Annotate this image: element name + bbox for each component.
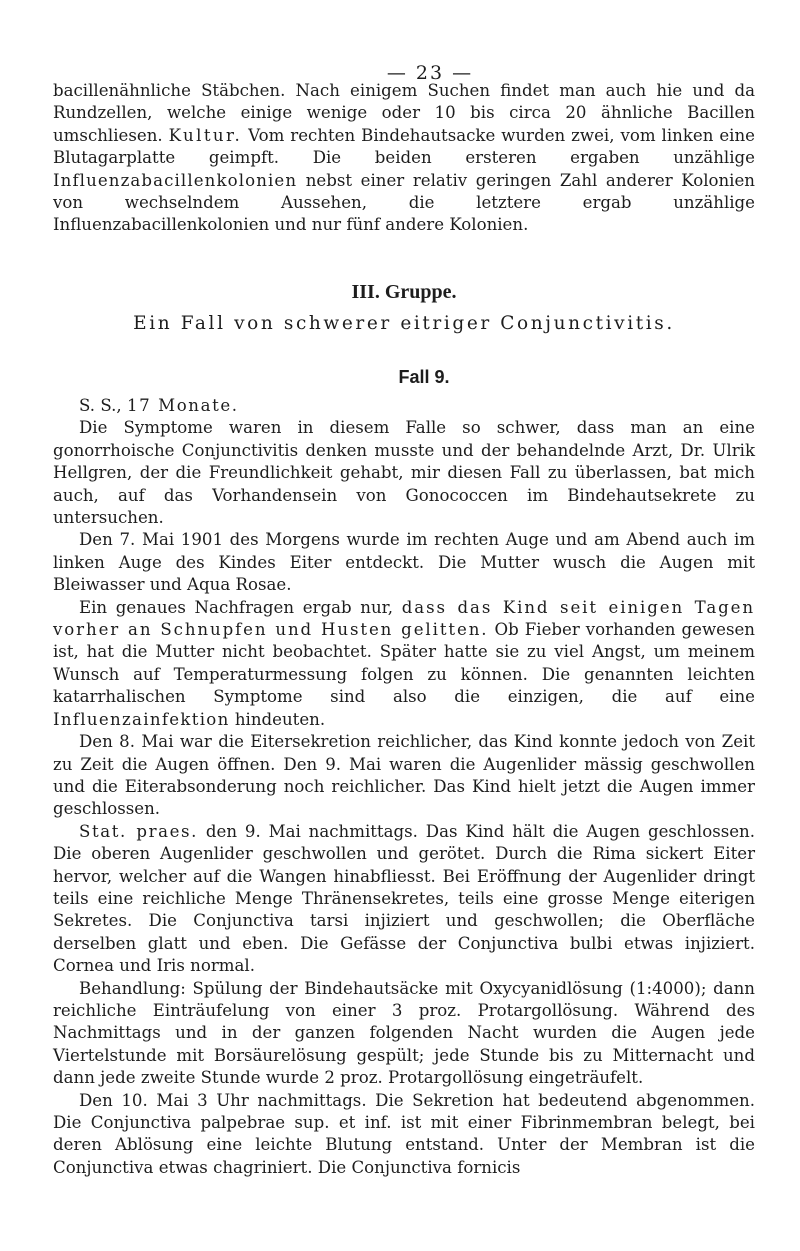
intro-text-part: bacillenähnliche Stäbchen. Nach einigem Suchen findet man auch hie und da Rundzellen, welche einige wenige oder 10 bis circa 20 ähnliche Bacillen umschliesen. bbox=[53, 81, 755, 145]
group-heading: III. Gruppe. bbox=[351, 281, 457, 303]
patient-name: S. S., bbox=[79, 396, 127, 415]
case-text-part: Ob Fieber vorhanden gewesen ist, hat die Mutter nicht beobachtet. Später hatte sie zu viel Angst, um meinem Wunsch auf Temperaturmessung folgen zu können. Die genannten leichten katarrhalischen Symptome sind also die einzigen, die auf eine bbox=[53, 620, 755, 707]
influenza-infection-spaced-term: Influenzainfektion bbox=[53, 709, 230, 729]
case-text-part: den 9. Mai nachmittags. Das Kind hält die Augen geschlossen. Die oberen Augenlider geschwollen und gerötet. Durch die Rima sickert Eiter hervor, welcher auf die Wangen hinabfliesst. Bei Eröffnung der Augenlider dringt teils eine reichliche Menge Thränensekretes, teils eine grosse Menge eiterigen Sekretes. Die Conjunctiva tarsi injiziert und geschwollen; die Oberfläche derselben glatt und eben. Die Gefässe der Conjunctiva bulbi etwas injiziert. Cornea und Iris normal. bbox=[53, 821, 756, 976]
case-heading: Fall 9. bbox=[398, 367, 450, 387]
case-paragraph-1: Die Symptome waren in diesem Falle so schwer, dass man an eine gonorrhoische Conjunctivitis denken musste und der behandelnde Arzt, Dr. Ulrik Hellgren, der die Freundlichkeit gehabt, mir diesen Fall zu überlassen, bat mich auch, auf das Vorhandensein von Gonococcen im Bindehautsekrete zu untersuchen. bbox=[53, 418, 755, 528]
intro-paragraph bbox=[53, 80, 755, 237]
case-text-part: hindeuten. bbox=[229, 709, 326, 729]
intro-text-part: nebst einer relativ geringen Zahl anderer Kolonien von wechselndem Aussehen, die letztere ergab unzählige Influenzabacillenkolonien und nur fünf andere Kolonien. bbox=[53, 170, 755, 235]
case-paragraph-2: Den 7. Mai 1901 des Morgens wurde im rechten Auge und am Abend auch im linken Auge des Kindes Eiter entdeckt. Die Mutter wusch die Augen mit Bleiwasser und Aqua Rosae. bbox=[53, 530, 755, 595]
kultur-spaced-term: Kultur. bbox=[168, 125, 243, 145]
group-subtitle: Ein Fall von schwerer eitriger Conjunctivitis. bbox=[133, 313, 675, 334]
history-spaced-phrase: dass das Kind seit einigen Tagen vorher an Schnupfen und Husten gelitten. bbox=[53, 597, 755, 640]
case-paragraph-7: Den 10. Mai 3 Uhr nachmittags. Die Sekretion hat bedeutend abgenommen. Die Conjunctiva palpebrae sup. et inf. ist mit einer Fibrinmembran belegt, bei deren Ablösung eine leichte Blutung entstand. Unter der Membran ist die Conjunctiva etwas chagriniert. Die Conjunctiva fornicis bbox=[53, 1090, 755, 1177]
patient-line bbox=[53, 395, 755, 417]
case-text-part: Ein genaues Nachfragen ergab nur, bbox=[79, 597, 402, 617]
status-praesens-spaced-term: Stat. praes. bbox=[79, 821, 199, 841]
case-paragraph-6: Behandlung: Spülung der Bindehautsäcke mit Oxycyanidlösung (1:4000); dann reichliche Einträufelung von einer 3 proz. Protargollösung. Während des Nachmittags und in der ganzen folgenden Nacht wurden die Augen jede Viertelstunde mit Borsäurelösung gespült; jede Stunde bis zu Mitternacht und dann jede zweite Stunde wurde 2 proz. Protargollösung eingeträufelt. bbox=[53, 978, 755, 1088]
case-text-block bbox=[53, 395, 755, 1179]
intro-text-block bbox=[53, 80, 755, 237]
case-paragraph-5 bbox=[53, 821, 755, 978]
influenza-colonies-spaced-term: Influenzabacillenkolonien bbox=[53, 170, 298, 190]
case-paragraph-3 bbox=[53, 597, 755, 731]
intro-text-part: Vom rechten Bindehautsacke wurden zwei, vom linken eine Blutagarplatte geimpft. Die beiden ersteren ergaben unzählige bbox=[53, 125, 755, 168]
patient-age: 17 Monate. bbox=[126, 396, 239, 415]
page-number: — 23 — bbox=[386, 62, 474, 84]
case-paragraph-4: Den 8. Mai war die Eitersekretion reichlicher, das Kind konnte jedoch von Zeit zu Zeit die Augen öffnen. Den 9. Mai waren die Augenlider mässig geschwollen und die Eiterabsonderung noch reichlicher. Das Kind hielt jetzt die Augen immer geschlossen. bbox=[53, 732, 755, 819]
